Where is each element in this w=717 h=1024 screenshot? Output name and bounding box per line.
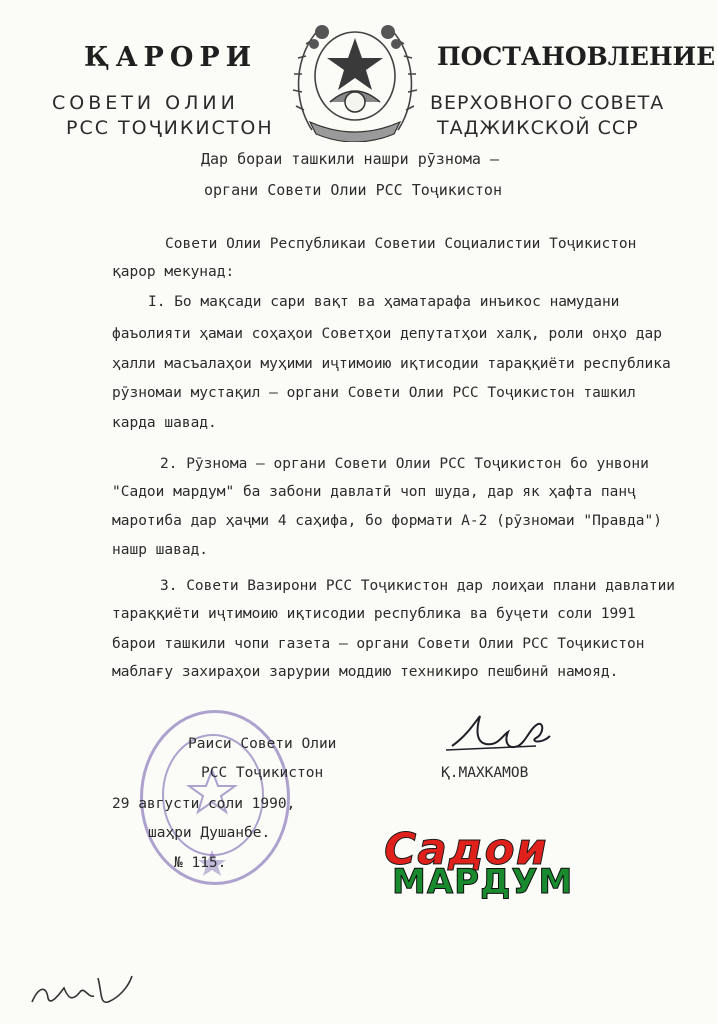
right-header-title: ПОСТАНОВЛЕНИЕ bbox=[437, 42, 716, 71]
paragraph-1-line: карда шавад. bbox=[112, 415, 217, 431]
document-date: 29 августи соли 1990, bbox=[112, 796, 296, 812]
signatory-role-1: Раиси Совети Олии bbox=[188, 736, 337, 752]
document-number: № 115. bbox=[174, 855, 227, 871]
intro-line-1: Совети Олии Республикаи Советии Социалистии Тоҷикистон bbox=[165, 236, 637, 252]
paragraph-2-line: маротиба дар ҳаҷми 4 саҳифа, бо формати А-2 (рӯзномаи "Правда") bbox=[112, 513, 662, 529]
paragraph-1-line: фаъолияти ҳамаи соҳаҳои Советҳои депутатҳои халқ, роли онҳо дар bbox=[112, 326, 662, 342]
margin-handwriting bbox=[28, 968, 138, 1018]
subject-line-1: Дар бораи ташкили нашри рӯзнома – bbox=[201, 150, 500, 168]
handwritten-signature bbox=[446, 706, 556, 766]
paragraph-1-line: I. Бо мақсади сари вақт ва ҳаматарафа инъикос намудани bbox=[148, 294, 620, 310]
right-header-line2: ТАДЖИКСКОЙ ССР bbox=[437, 117, 639, 139]
left-header-line2: РСС ТОҶИКИСТОН bbox=[66, 117, 274, 139]
left-header-line1: СОВЕТИ ОЛИИ bbox=[52, 92, 239, 114]
logo-word-mardum: МАРДУМ bbox=[392, 862, 574, 902]
right-header-line1: ВЕРХОВНОГО СОВЕТА bbox=[430, 92, 665, 114]
intro-line-2: қарор мекунад: bbox=[112, 264, 235, 280]
paragraph-3-line: барои ташкили чопи газета – органи Совети Олии РСС Тоҷикистон bbox=[112, 636, 645, 652]
paragraph-2-line: нашр шавад. bbox=[112, 542, 209, 558]
signatory-role-2: РСС Тоҷикистон bbox=[201, 765, 324, 781]
signatory-name: Қ.МАХКАМОВ bbox=[441, 765, 529, 781]
state-emblem bbox=[290, 10, 420, 142]
left-header-title: ҚАРОРИ bbox=[84, 42, 258, 73]
logo-word-sadoi: Садои bbox=[384, 824, 548, 875]
paragraph-3-line: тараққиёти иҷтимоию иқтисодии республика ва буҷети соли 1991 bbox=[112, 606, 636, 622]
newspaper-logo bbox=[378, 824, 618, 904]
paragraph-2-line: 2. Рӯзнома – органи Совети Олии РСС Тоҷикистон бо унвони bbox=[160, 456, 649, 472]
subject-line-2: органи Совети Олии РСС Тоҷикистон bbox=[204, 181, 502, 199]
paragraph-1-line: рӯзномаи мустақил – органи Совети Олии РСС Тоҷикистон ташкил bbox=[112, 385, 636, 401]
paragraph-3-line: маблағу захираҳои зарурии моддию техникиро пешбинӣ намояд. bbox=[112, 664, 619, 680]
paragraph-2-line: "Садои мардум" ба забони давлатӣ чоп шуда, дар як ҳафта панҷ bbox=[112, 484, 636, 500]
document-place: шаҳри Душанбе. bbox=[148, 825, 271, 841]
paragraph-1-line: ҳалли масъалаҳои муҳими иҷтимоию иқтисодии тараққиёти республика bbox=[112, 356, 671, 372]
paragraph-3-line: 3. Совети Вазирони РСС Тоҷикистон дар лоиҳаи плани давлатии bbox=[160, 578, 676, 594]
